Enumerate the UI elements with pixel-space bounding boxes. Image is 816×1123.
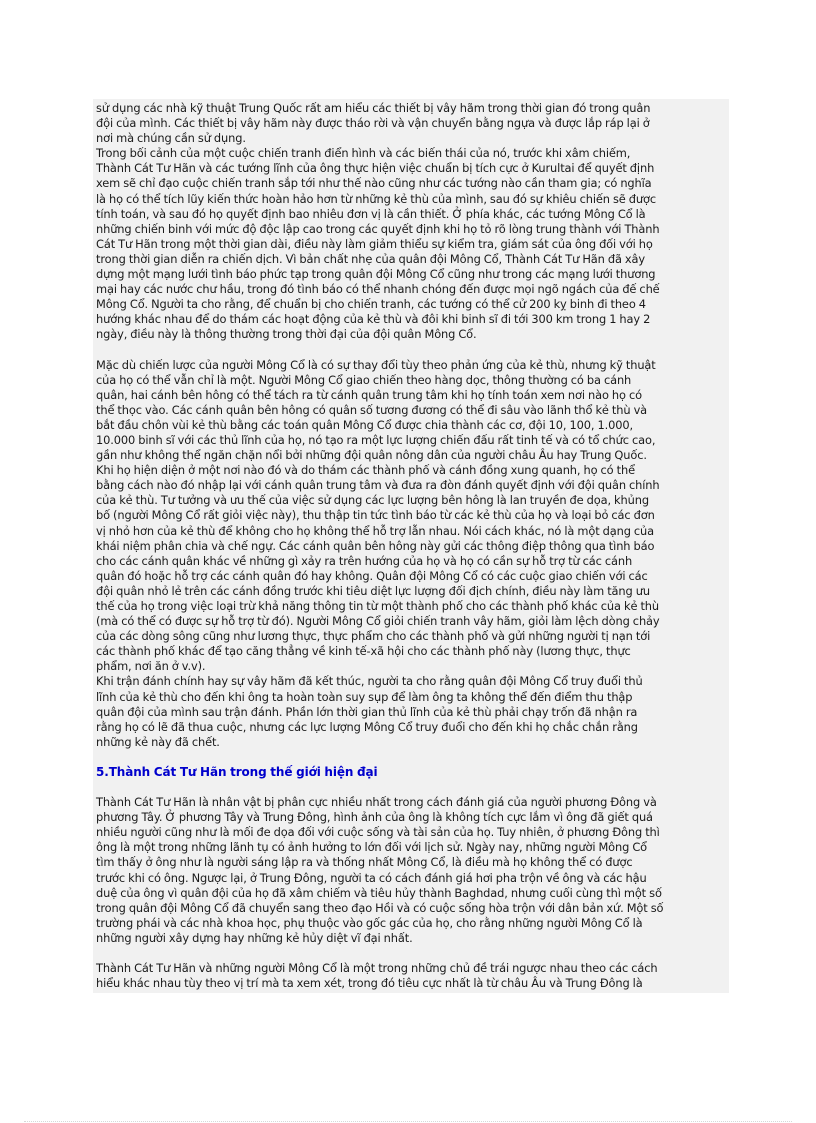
paragraph-spacer: [96, 750, 726, 765]
paragraph-strategy: Mặc dù chiến lược của người Mông Cổ là có sự thay đổi tùy theo phản ứng của kẻ thù, nhưng kỹ thuật của họ có thể vẫn chỉ là một. Người Mông Cổ giao chiến theo hàng dọc, thông thường có ba cánh quân, hai cánh bên hông có thể tách ra từ cánh quân trung tâm khi họ tính toán xem nơi nào họ có thể thọc vào. Các cánh quân bên hông có quân số tương đương có thể đi sâu vào lãnh thổ kẻ thù và bắt đầu chôn vùi kẻ thù bằng các toán quân Mông Cổ được chia thành các cơ, đội 10, 100, 1.000, 10.000 binh sĩ với các thủ lĩnh của họ, nó tạo ra một lực lượng chiến đấu rất tinh tế và có tổ chức cao, gần như không thể ngăn chặn nổi bởi những đội quân nông dân của người châu Âu hay Trung Quốc. Khi họ hiện diện ở một nơi nào đó và do thám các thành phố và cánh đồng xung quanh, họ có thể bằng cách nào đó nhập lại với cánh quân trung tâm và đưa ra đòn đánh quyết định với đội quân chính của kẻ thù. Tư tưởng và ưu thế của việc sử dụng các lực lượng bên hông là lan truyền đe dọa, khủng bố (người Mông Cổ rất giỏi việc này), thu thập tin tức tình báo từ các kẻ thù của họ và loại bỏ các đơn vị nhỏ hơn của kẻ thù để không cho họ không thể hỗ trợ lẫn nhau. Nói cách khác, nó là một dạng của khái niệm phân chia và chế ngự. Các cánh quân bên hông này gửi các thông điệp thông qua tình báo cho các cánh quân khác về những gì xảy ra trên hướng của họ và họ có cần sự hỗ trợ từ các cánh quân đó hoặc hỗ trợ các cánh quân đó hay không. Quân đội Mông Cổ có các cuộc giao chiến với các đội quân nhỏ lẻ trên các cánh đồng trước khi tiêu diệt lực lượng đối địch chính, điều này làm tăng ưu thế của họ trong việc loại trừ khả năng thông tin từ một thành phố cho các thành phố khác của kẻ thù (mà có thể có được sự hỗ trợ từ đó). Người Mông Cổ giỏi chiến tranh vây hãm, giỏi làm lệch dòng chảy của các dòng sông cũng như lương thực, thực phẩm cho các thành phố và gửi những người tị nạn tới các thành phố khác để tạo căng thẳng về kinh tế-xã hội cho các thành phố này (lương thực, thực phẩm, nơi ăn ở v.v).: [96, 357, 660, 674]
paragraph-spacer: [96, 343, 726, 358]
paragraph-intro: sử dụng các nhà kỹ thuật Trung Quốc rất am hiểu các thiết bị vây hãm trong thời gian đó trong quân đội của mình. Các thiết bị vây hãm này được tháo rời và vận chuyển bằng ngựa và được lắp ráp lại ở nơi mà chúng cần sử dụng.: [96, 101, 651, 146]
paragraph-final: Thành Cát Tư Hãn và những người Mông Cổ là một trong những chủ đề trái ngược nhau theo các cách hiểu khác nhau tùy theo vị trí mà ta xem xét, trong đó tiêu cực nhất là từ châu Âu và Trung Đông là: [96, 960, 658, 991]
paragraph-spacer: [96, 780, 726, 795]
paragraph-spacer: [96, 946, 726, 961]
article-body: [93, 99, 729, 993]
page-bottom-divider: [24, 1121, 792, 1122]
paragraph-war-context: Trong bối cảnh của một cuộc chiến tranh điển hình và các biến thái của nó, trước khi xâm chiếm, Thành Cát Tư Hãn và các tướng lĩnh của ông thực hiện việc chuẩn bị tích cực ở Kurultai để quyết định xem sẽ chỉ đạo cuộc chiến tranh sắp tới như thế nào cũng như các tướng nào cần tham gia; có nghĩa là họ có thể tích lũy kiến thức hoàn hảo hơn từ những kẻ thù của mình, sau đó sự khiêu chiến sẽ được tính toán, và sau đó họ quyết định bao nhiêu đơn vị là cần thiết. Ở phía khác, các tướng Mông Cổ là những chiến binh với mức độ độc lập cao trong các quyết định khi họ tỏ rõ lòng trung thành với Thành Cát Tư Hãn trong một thời gian dài, điều này làm giảm thiểu sự kiểm tra, giám sát của ông đối với họ trong thời gian diễn ra chiến dịch. Vì bản chất nhẹ của quân đội Mông Cổ, Thành Cát Tư Hãn đã xây dựng một mạng lưới tình báo phức tạp trong quân đội Mông Cổ cũng như trong các mạng lưới thương mại hay các nước chư hầu, trong đó tình báo có thể nhanh chóng đến được mọi ngõ ngách của đế chế Mông Cổ. Người ta cho rằng, để chuẩn bị cho chiến tranh, các tướng có thể cử 200 kỵ binh đi theo 4 hướng khác nhau để do thám các hoạt động của kẻ thù và đôi khi binh sĩ đi tới 300 km trong 1 hay 2 ngày, điều này là thông thường trong thời đại của đội quân Mông Cổ.: [96, 146, 660, 342]
paragraph-modern-world: Thành Cát Tư Hãn là nhân vật bị phân cực nhiều nhất trong cách đánh giá của người phương Đông và phương Tây. Ở phương Tây và Trung Đông, hình ảnh của ông là không tích cực lắm vì ông đã giết quá nhiều người cũng như là mối đe dọa đối với cuộc sống và tài sản của họ. Tuy nhiên, ở phương Đông thì ông là một trong những lãnh tụ có ảnh hưởng to lớn đối với lịch sử. Ngày nay, những người Mông Cổ tìm thấy ở ông như là người sáng lập ra và thống nhất Mông Cổ, là điều mà họ không thể có được trước khi có ông. Ngược lại, ở Trung Đông, người ta có cách đánh giá hơi pha trộn về ông và các hậu duệ của ông vì quân đội của họ đã xâm chiếm và tiêu hủy thành Baghdad, nhưng cuối cùng thì một số trong quân đội Mông Cổ đã chuyển sang theo đạo Hồi và có cuộc sống hòa trộn với dân bản xứ. Một số trường phái và các nhà khoa học, phụ thuộc vào gốc gác của họ, cho rằng những người Mông Cổ là những người xây dựng hay những kẻ hủy diệt vĩ đại nhất.: [96, 795, 664, 945]
paragraph-pursuit: Khi trận đánh chính hay sự vây hãm đã kết thúc, người ta cho rằng quân đội Mông Cổ truy đuổi thủ lĩnh của kẻ thù cho đến khi ông ta hoàn toàn suy sụp để làm ông ta không thể đến điểm thu thập quân đội của mình sau trận đánh. Phần lớn thời gian thủ lĩnh của kẻ thù phải chạy trốn đã nhận ra rằng họ có lẽ đã thua cuộc, nhưng các lực lượng Mông Cổ truy đuổi cho đến khi họ chắc chắn rằng những kẻ này đã chết.: [96, 674, 643, 749]
section-heading: 5.Thành Cát Tư Hãn trong thế giới hiện đại: [96, 764, 378, 779]
